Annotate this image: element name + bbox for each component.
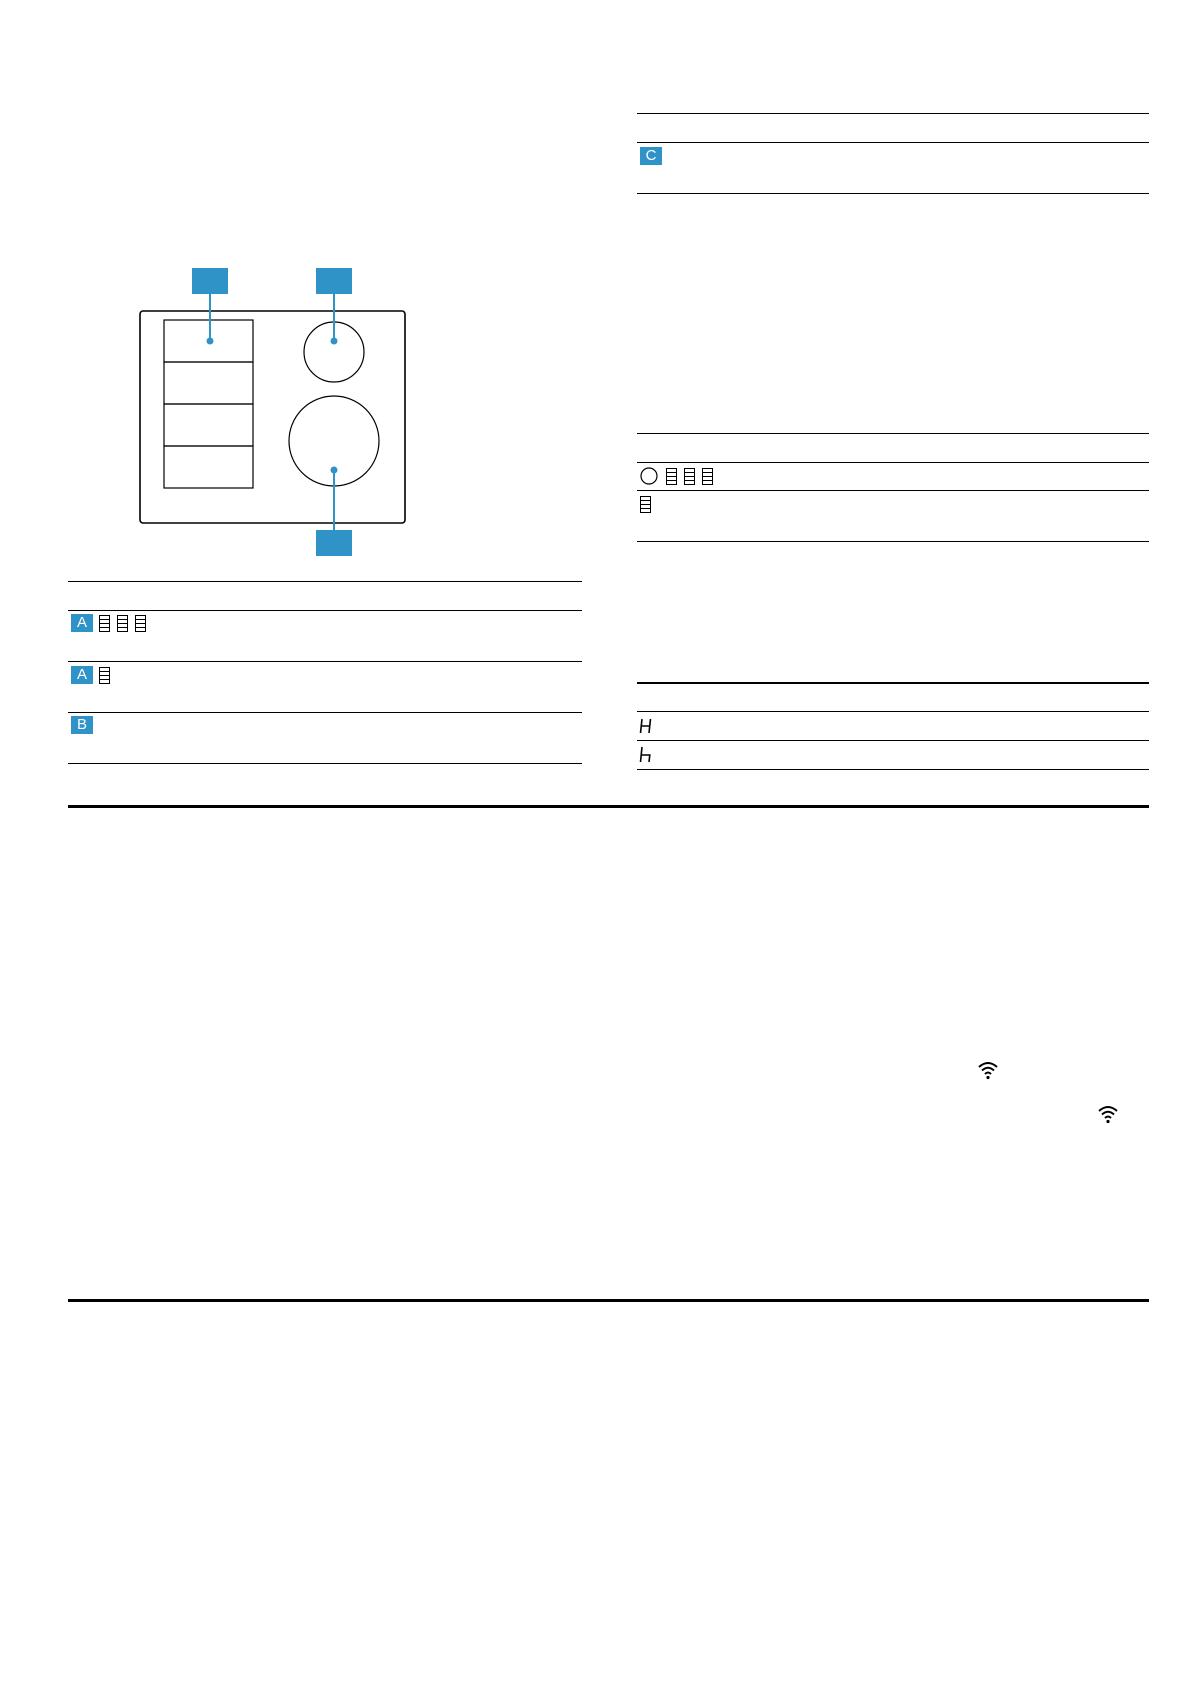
right-mid-table-rule bbox=[637, 490, 1149, 491]
zone-badge-a: A bbox=[71, 666, 93, 684]
flex-zone-2 bbox=[164, 362, 253, 404]
hob-outline bbox=[140, 311, 405, 523]
right-mid-table-rule bbox=[637, 541, 1149, 542]
left-table-rule bbox=[68, 712, 582, 713]
right-bottom-table-rule bbox=[637, 769, 1149, 770]
right-top-table-rule bbox=[637, 113, 1149, 114]
residual-heat-low-symbol bbox=[639, 746, 653, 764]
residual-heat-high-symbol bbox=[639, 717, 653, 735]
zone-badge-a: A bbox=[71, 614, 93, 632]
right-mid-table-rule bbox=[637, 433, 1149, 434]
segment-display-icon bbox=[640, 496, 651, 513]
section-divider bbox=[68, 1299, 1149, 1302]
zone-badge-b: B bbox=[71, 716, 93, 734]
callout-box-a bbox=[192, 268, 228, 294]
right-top-table-rule bbox=[637, 193, 1149, 194]
right-top-table-rule bbox=[637, 142, 1149, 143]
left-table-bottom-rule bbox=[68, 763, 582, 764]
hob-cooking-zones-diagram bbox=[130, 260, 415, 560]
right-bottom-table-rule bbox=[637, 740, 1149, 741]
left-table-rule bbox=[68, 661, 582, 662]
segment-display-icon bbox=[117, 615, 128, 632]
segment-display-icon bbox=[684, 468, 695, 485]
left-table-top-rule bbox=[68, 581, 582, 582]
zone-badge-c: C bbox=[640, 147, 662, 165]
right-bottom-table-rule bbox=[637, 682, 1149, 684]
right-mid-table-rule bbox=[637, 462, 1149, 463]
callout-box-c bbox=[316, 268, 352, 294]
segment-display-icon bbox=[99, 615, 110, 632]
segment-display-icon bbox=[666, 468, 677, 485]
segment-display-icon bbox=[702, 468, 713, 485]
flex-zone-3 bbox=[164, 404, 253, 446]
left-table-rule bbox=[68, 610, 582, 611]
segment-display-icon bbox=[99, 667, 110, 684]
callout-box-b bbox=[316, 530, 352, 556]
section-divider bbox=[68, 805, 1149, 808]
flex-zone-4 bbox=[164, 446, 253, 488]
right-bottom-table-rule bbox=[637, 711, 1149, 712]
wifi-icon bbox=[1097, 1104, 1119, 1124]
wifi-icon bbox=[977, 1060, 999, 1080]
segment-display-icon bbox=[135, 615, 146, 632]
circle-icon bbox=[640, 467, 658, 490]
